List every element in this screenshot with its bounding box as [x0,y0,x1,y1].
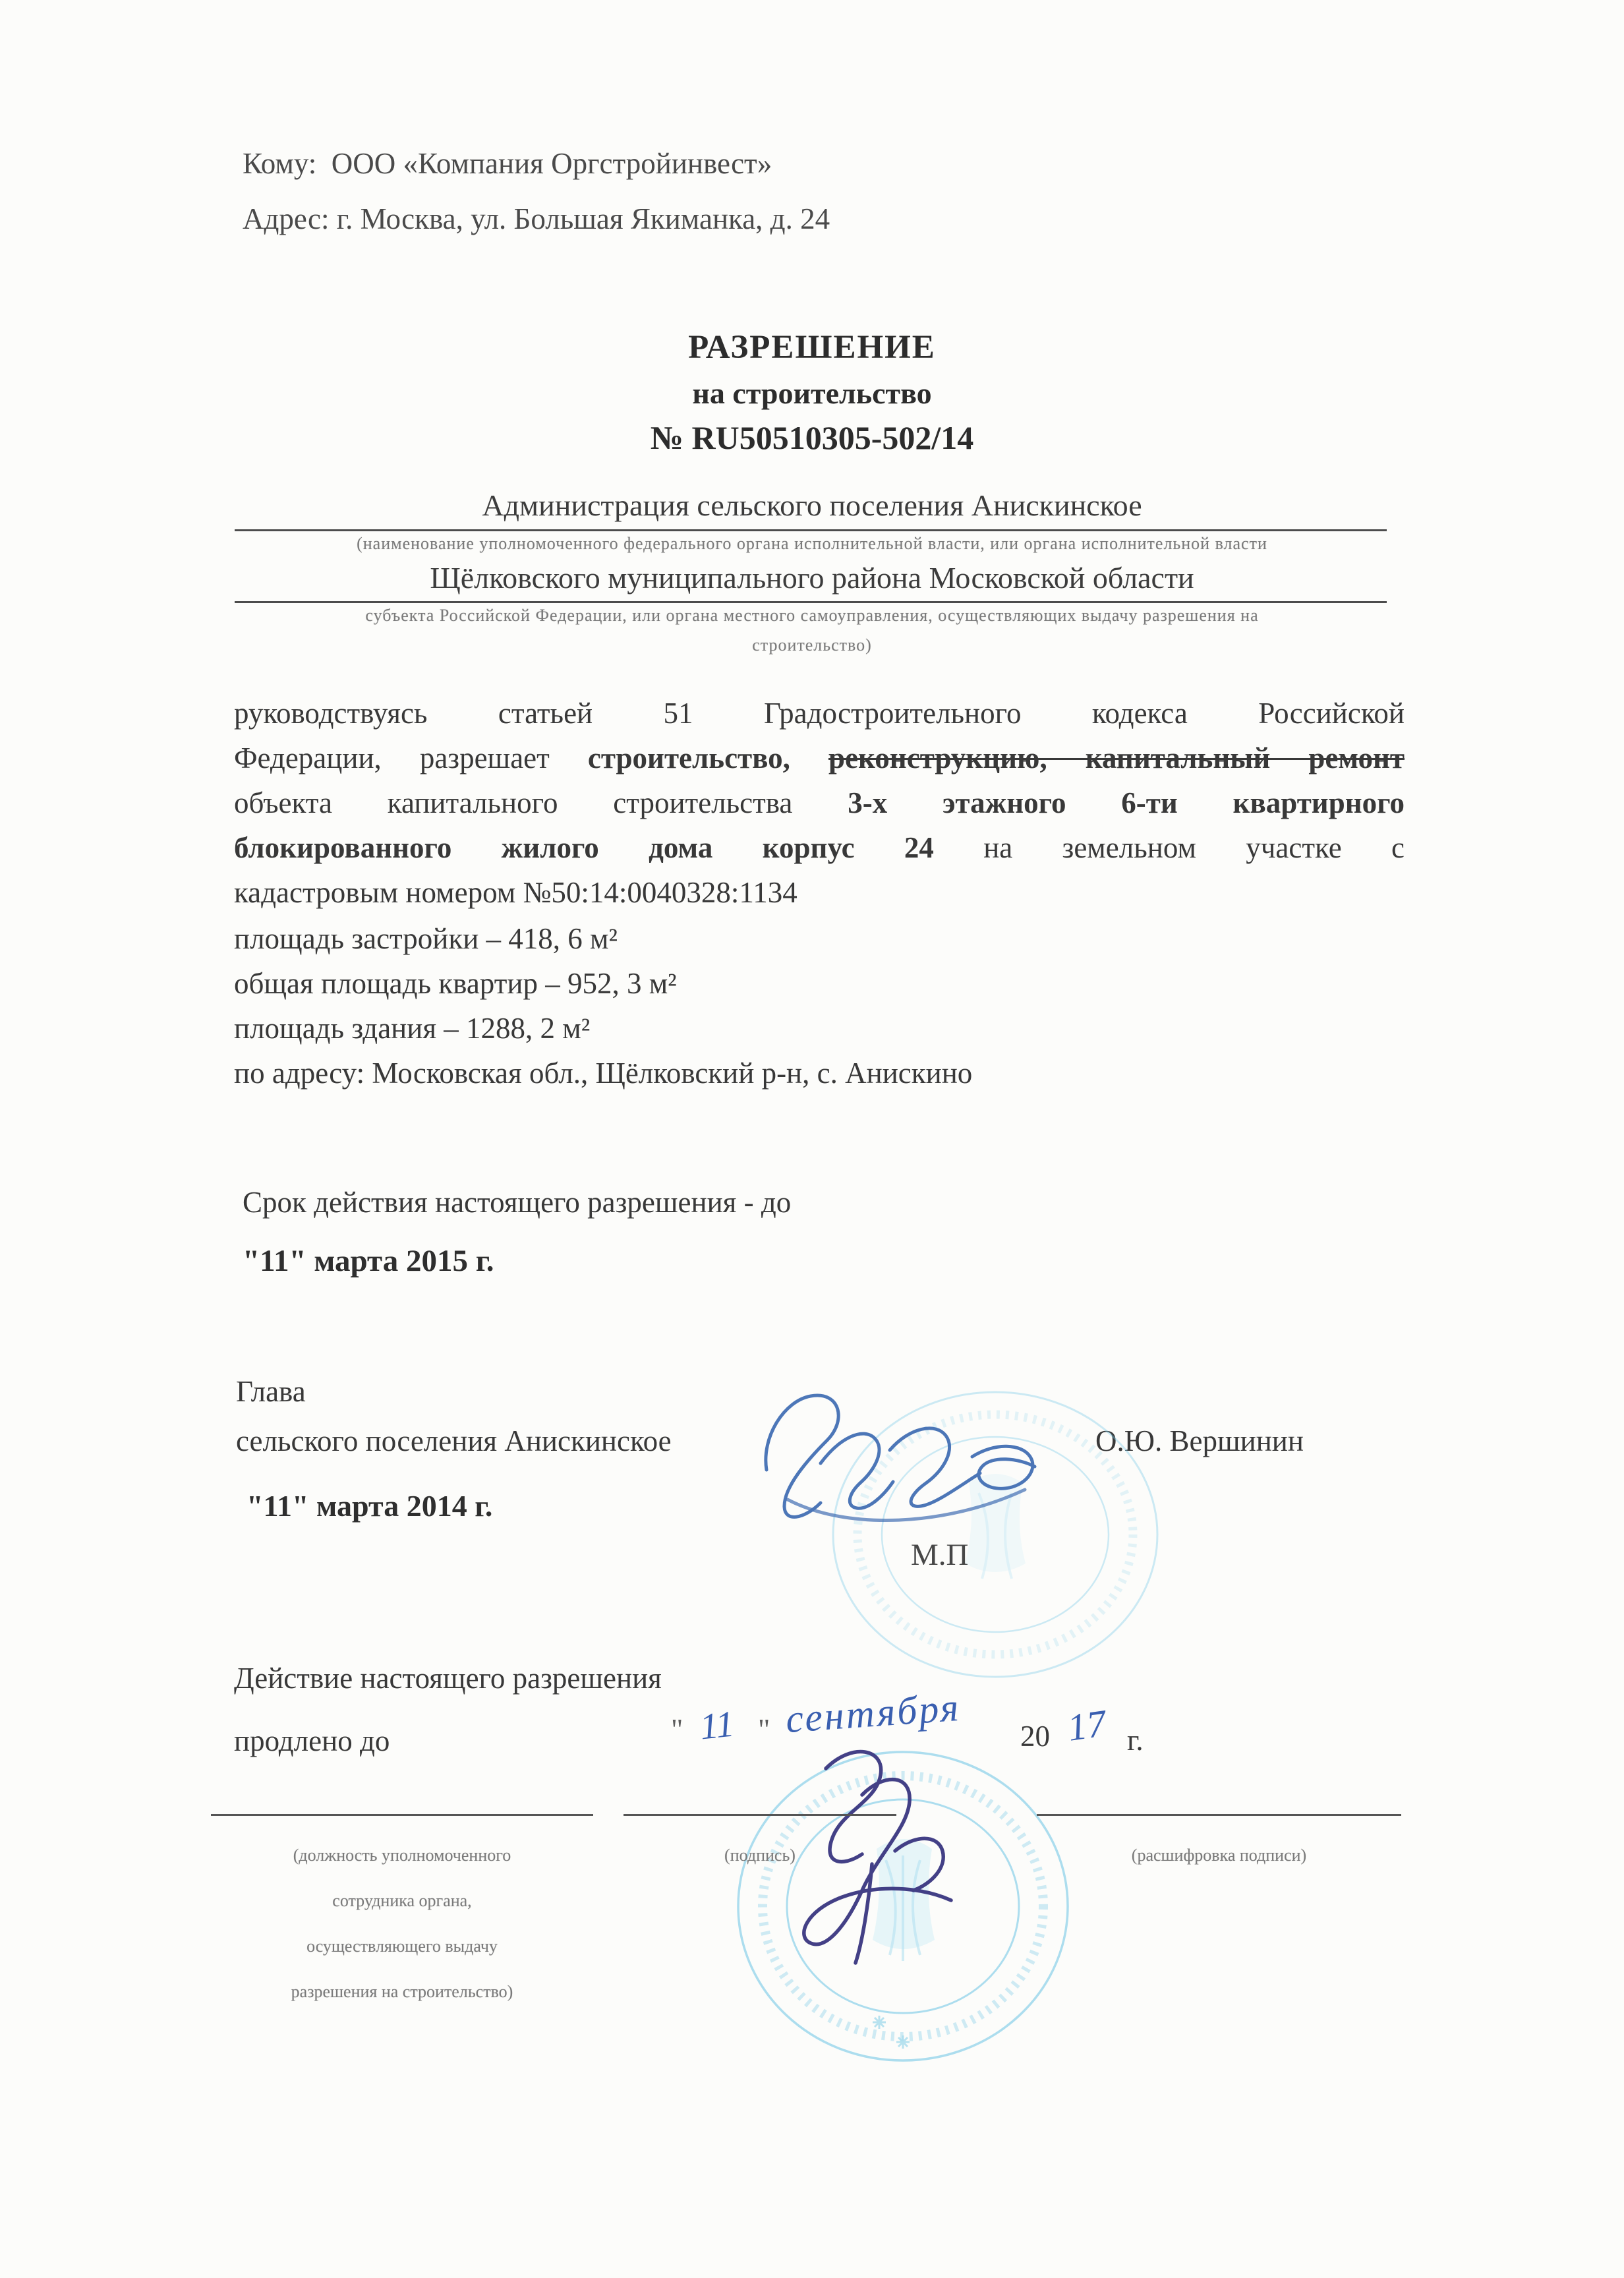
body-text: руководствуясь статьей 51 Градостроительного кодекса Российской [234,697,1405,730]
validity-text-line: Срок действия настоящего разрешения - до [243,1186,792,1219]
body-text: на земельном участке с [933,831,1405,864]
position-caption-block [211,1832,593,2014]
building-total-area-line: площадь здания – 1288, 2 м² [234,1012,591,1045]
document-title-block [227,328,1397,457]
authority-caption-3: строительство) [752,635,872,655]
recipient-block [243,136,830,247]
signing-date-line: "11" марта 2014 г. [246,1489,493,1523]
apartments-total-area-line: общая площадь квартир – 952, 3 м² [234,967,677,1000]
printed-open-quote: " [671,1713,683,1746]
authority-name-line2: Щёлковского муниципального района Московской области [430,561,1194,595]
handwritten-month: сентября [784,1685,962,1741]
recipient-line: Кому: ООО «Компания Оргстройинвест» [243,147,772,180]
body-line-1 [234,693,1405,733]
name-signature-rule [1037,1814,1401,1816]
authority-underline-1 [235,529,1387,531]
handwritten-year: 17 [1064,1701,1109,1749]
building-footprint-area-line: площадь застройки – 418, 6 м² [234,922,618,955]
position-signature-rule [211,1814,593,1816]
signer-name: О.Ю. Вершинин [1095,1424,1304,1457]
recipient-address-line: Адрес: г. Москва, ул. Большая Якиманка, д. 24 [243,202,830,235]
printed-year-prefix: 20 [1020,1720,1050,1753]
name-caption: (расшифровка подписи) [1131,1846,1307,1865]
body-line-4 [234,828,1405,867]
signature-rule [624,1814,896,1816]
extension-text-line: Действие настоящего разрешения [234,1662,662,1695]
printed-year-suffix: г. [1127,1724,1144,1757]
authority-name-line1: Администрация сельского поселения Анискинское [482,488,1142,522]
position-caption-line: (должность уполномоченного [293,1846,511,1865]
position-caption-line: разрешения на строительство) [291,1982,513,2001]
position-caption-line: осуществляющего выдачу [306,1937,498,1956]
object-address-line: по адресу: Московская обл., Щёлковский р-н, с. Анискино [234,1057,973,1090]
body-text: объекта капитального строительства [234,786,848,819]
extension-prolonged-label: продлено до [234,1724,390,1757]
signer-title-line2: сельского поселения Анискинское [236,1424,672,1457]
authority-caption-2: субъекта Российской Федерации, или органа местного самоуправления, осуществляющих выдачу разрешения на [365,606,1259,625]
title-permit-number: № RU50510305-502/14 [650,419,974,456]
body-line-2 [234,738,1405,778]
validity-date-line: "11" марта 2015 г. [243,1244,494,1278]
signer-title-line1: Глава [236,1375,306,1408]
title-for-construction: на строительство [692,376,932,410]
position-caption-line: сотрудника органа, [332,1891,472,1910]
authority-underline-2 [235,601,1387,603]
handwritten-day: 11 [697,1703,736,1748]
body-text-bold-object2: блокированного жилого дома корпус 24 [234,831,934,864]
cadastre-number-line: кадастровым номером №50:14:0040328:1134 [234,876,798,909]
authority-caption-1: (наименование уполномоченного федерального органа исполнительной власти, или органа исполнительной власти [357,534,1267,553]
body-text-bold-construction: строительство, [587,742,828,774]
body-text: Федерации, разрешает [234,742,588,774]
body-text-bold-object: 3-х этажного 6-ти квартирного [848,786,1405,819]
body-text-struck-options: реконструкцию, капитальный ремонт [828,742,1405,774]
printed-close-quote: " [758,1713,770,1746]
body-line-3 [234,783,1405,823]
head-signature-ink [748,1364,1058,1542]
signature-caption: (подпись) [724,1846,796,1865]
title-permission: РАЗРЕШЕНИЕ [688,329,936,366]
seal-place-mark: М.П [911,1538,969,1572]
